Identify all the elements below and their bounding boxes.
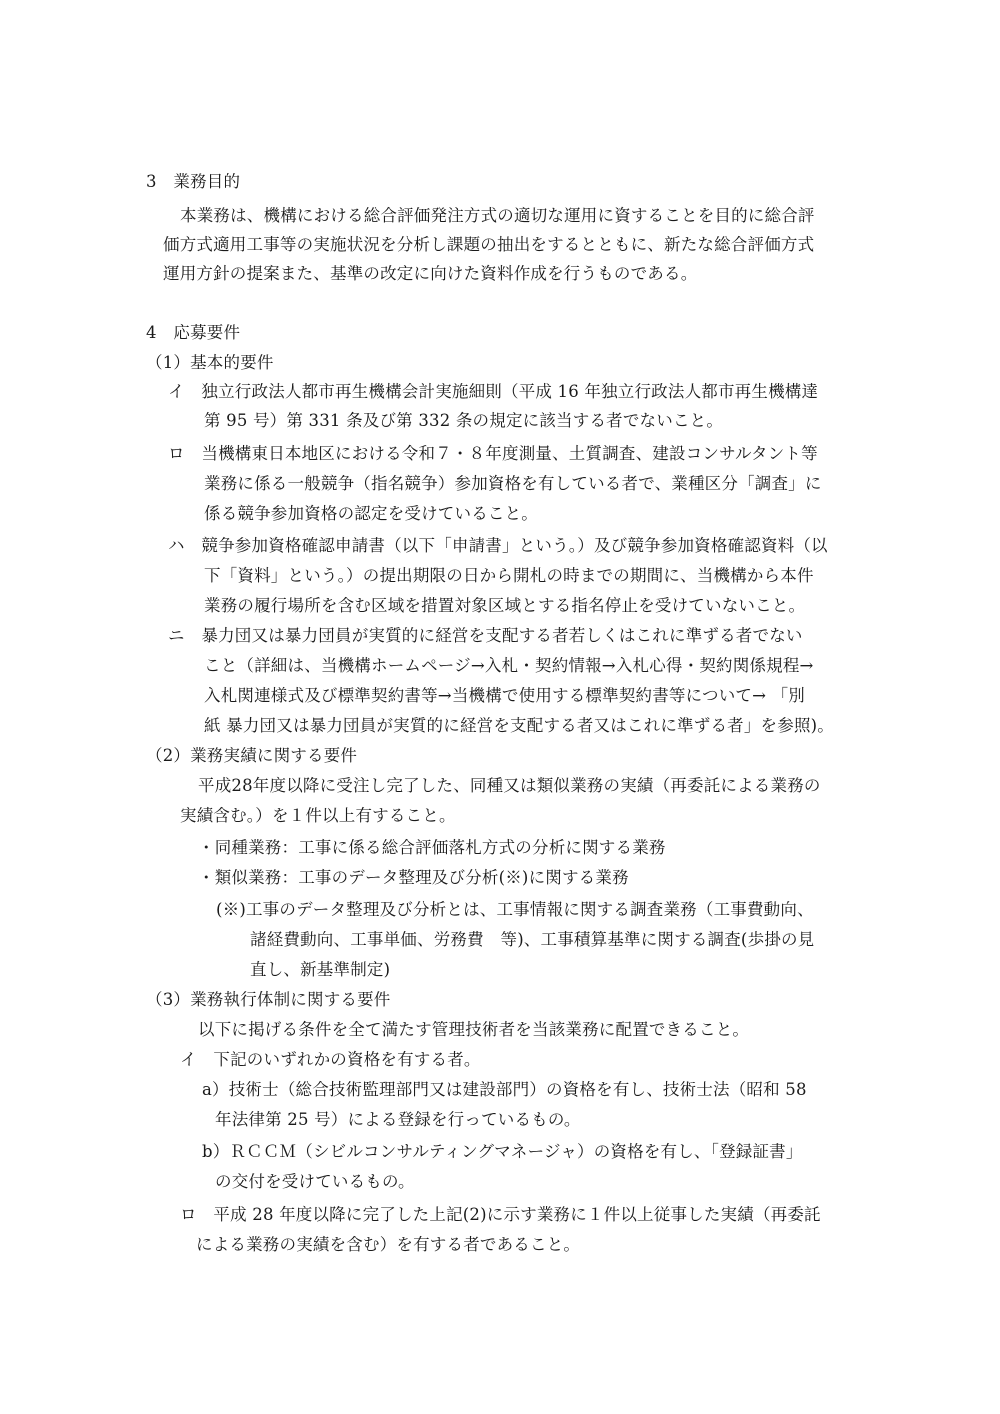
item-ro-line-3: 係る競争参加資格の認定を受けていること。: [204, 504, 538, 523]
item-i-line-1: イ 独立行政法人都市再生機構会計実施細則（平成 16 年独立行政法人都市再生機構達: [168, 382, 819, 401]
item-a-line-2: 年法律第 25 号）による登録を行っているもの。: [215, 1110, 581, 1129]
subsection-2-paragraph-line-2: 実績含む。）を１件以上有すること。: [180, 806, 456, 825]
item-ro-experience-line-2: による業務の実績を含む）を有する者であること。: [196, 1235, 581, 1254]
item-ni-line-4: 紙 暴力団又は暴力団員が実質的に経営を支配する者又はこれに準ずる者」を参照)。: [204, 716, 834, 735]
item-i-line-2: 第 95 号）第 331 条及び第 332 条の規定に該当する者でないこと。: [204, 411, 724, 430]
subsection-3-paragraph: 以下に掲げる条件を全て満たす管理技術者を当該業務に配置できること。: [198, 1020, 750, 1039]
section-3-paragraph-line-2: 価方式適用工事等の実施状況を分析し課題の抽出をするとともに、新たな総合評価方式: [163, 235, 815, 254]
section-4-heading: 4 応募要件: [146, 323, 241, 342]
bullet-same-kind: ・同種業務：工事に係る総合評価落札方式の分析に関する業務: [198, 838, 666, 857]
subsection-3-heading: （3）業務執行体制に関する要件: [146, 990, 391, 1009]
item-ha-line-1: ハ 競争参加資格確認申請書（以下「申請書」という。）及び競争参加資格確認資料（以: [168, 536, 828, 555]
item-ro-experience-line-1: ロ 平成 28 年度以降に完了した上記(2)に示す業務に１件以上従事した実績（再委託: [180, 1205, 821, 1224]
item-ha-line-3: 業務の履行場所を含む区域を措置対象区域とする指名停止を受けていないこと。: [204, 596, 806, 615]
section-3-paragraph-line-3: 運用方針の提案また、基準の改定に向けた資料作成を行うものである。: [163, 264, 698, 283]
item-ni-line-1: ニ 暴力団又は暴力団員が実質的に経営を支配する者若しくはこれに準ずる者でない: [168, 626, 803, 645]
note-line-2: 諸経費動向、工事単価、労務費 等)、工事積算基準に関する調査(歩掛の見: [250, 930, 815, 949]
section-3-heading: 3 業務目的: [146, 172, 241, 191]
item-ro-line-1: ロ 当機構東日本地区における令和７・８年度測量、土質調査、建設コンサルタント等: [168, 444, 818, 463]
item-a-line-1: a）技術士（総合技術監理部門又は建設部門）の資格を有し、技術士法（昭和 58: [202, 1080, 807, 1099]
item-ni-line-3: 入札関連様式及び標準契約書等→当機構で使用する標準契約書等について→ 「別: [204, 686, 805, 705]
subsection-2-heading: （2）業務実績に関する要件: [146, 746, 358, 765]
note-line-3: 直し、新基準制定): [250, 960, 391, 979]
item-ni-line-2: こと（詳細は、当機構ホームページ→入札・契約情報→入札心得・契約関係規程→: [204, 656, 814, 675]
bullet-similar: ・類似業務：工事のデータ整理及び分析(※)に関する業務: [198, 868, 629, 887]
subsection-1-heading: （1）基本的要件: [146, 353, 274, 372]
item-b-line-2: の交付を受けているもの。: [215, 1172, 415, 1191]
item-ro-line-2: 業務に係る一般競争（指名競争）参加資格を有している者で、業種区分「調査」に: [204, 474, 822, 493]
section-3-paragraph-line-1: 本業務は、機構における総合評価発注方式の適切な運用に資することを目的に総合評: [180, 206, 815, 225]
subsection-2-paragraph-line-1: 平成28年度以降に受注し完了した、同種又は類似業務の実績（再委託による業務の: [198, 776, 821, 795]
item-i-qualification: イ 下記のいずれかの資格を有する者。: [180, 1050, 481, 1069]
note-line-1: (※)工事のデータ整理及び分析とは、工事情報に関する調査業務（工事費動向、: [216, 900, 814, 919]
item-b-line-1: b）ＲＣＣＭ（シビルコンサルティングマネージャ）の資格を有し、「登録証書」: [202, 1142, 803, 1161]
item-ha-line-2: 下「資料」という。）の提出期限の日から開札の時までの期間に、当機構から本件: [204, 566, 814, 585]
